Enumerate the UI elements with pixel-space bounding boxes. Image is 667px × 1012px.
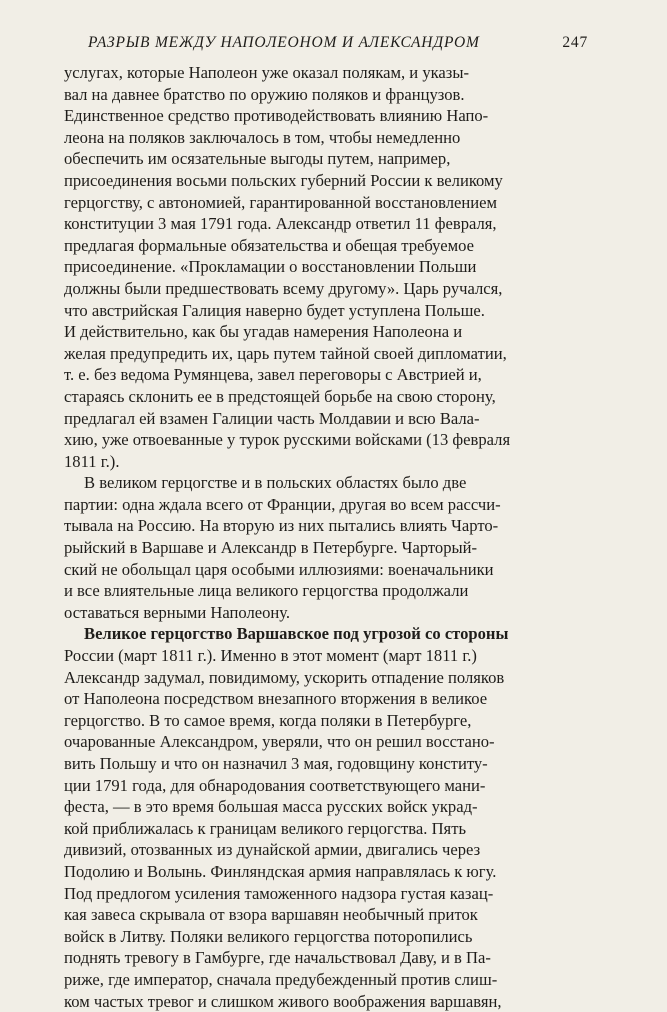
text-line: Единственное средство противодействовать влиянию Напо-	[64, 106, 489, 126]
text-line: стараясь склонить ее в предстоящей борьбе на свою сторону,	[64, 386, 496, 406]
text-line: предлагая формальные обязательства и обещая требуемое	[64, 235, 474, 255]
text-line: ции 1791 года, для обнародования соответствующего мани-	[64, 775, 486, 795]
header-title: РАЗРЫВ МЕЖДУ НАПОЛЕОНОМ И АЛЕКСАНДРОМ	[88, 34, 480, 51]
text-line: хию, уже отвоеванные у турок русскими войсками (13 февраля	[64, 430, 511, 450]
text-line: риже, где император, сначала предубежденный против слиш-	[64, 969, 498, 989]
text-line: И действительно, как бы угадав намерения Наполеона и	[64, 322, 463, 342]
text-line: очарованные Александром, уверяли, что он решил восстано-	[64, 732, 495, 752]
text-line: дивизий, отозванных из дунайской армии, двигались через	[64, 840, 481, 860]
text-line: вить Польшу и что он назначил 3 мая, годовщину конститу-	[64, 754, 488, 773]
text-line: ком частых тревог и слишком живого воображения варшавян,	[64, 991, 502, 1011]
text-line: 1811 г.).	[64, 451, 120, 471]
text-line: войск в Литву. Поляки великого герцогства поторопились	[64, 926, 473, 946]
text-line: должны были предшествовать всему другому». Царь ручался,	[64, 278, 503, 298]
text-line: Подолию и Волынь. Финляндская армия направлялась к югу.	[64, 861, 497, 881]
text-line: поднять тревогу в Гамбурге, где начальствовал Даву, и в Па-	[64, 948, 491, 968]
text-line: предлагал ей взамен Галиции часть Молдавии и всю Вала-	[64, 408, 480, 428]
text-line: присоединения восьми польских губерний России к великому	[64, 170, 503, 190]
page-number: 247	[562, 34, 588, 51]
text-line: услугах, которые Наполеон уже оказал полякам, и указы-	[64, 63, 470, 82]
text-line: т. е. без ведома Румянцева, завел переговоры с Австрией и,	[64, 365, 482, 385]
paragraph-start-line: В великом герцогстве и в польских областях было две	[84, 473, 467, 493]
running-header	[88, 34, 588, 58]
text-line: ский не обольщал царя особыми иллюзиями: военачальники	[64, 559, 494, 579]
text-line: конституции 3 мая 1791 года. Александр ответил 11 февраля,	[64, 214, 497, 234]
text-line: России (март 1811 г.). Именно в этот момент (март 1811 г.)	[64, 646, 477, 666]
text-line: присоединение. «Прокламации о восстановлении Польши	[64, 257, 477, 277]
text-line: желая предупредить их, царь путем тайной своей дипломатии,	[64, 343, 507, 363]
text-line: Александр задумал, повидимому, ускорить отпадение поляков	[64, 667, 505, 687]
body-text	[64, 62, 584, 1012]
text-line: от Наполеона посредством внезапного вторжения в великое	[64, 689, 488, 709]
text-line: кая завеса скрывала от взора варшавян необычный приток	[64, 905, 478, 925]
text-line: оставаться верными Наполеону.	[64, 602, 291, 622]
text-line: герцогству, с автономией, гарантированной восстановлением	[64, 192, 498, 212]
text-line: кой приближалась к границам великого герцогства. Пять	[64, 818, 467, 838]
text-line: вал на давнее братство по оружию поляков и французов.	[64, 84, 465, 104]
text-line: партии: одна ждала всего от Франции, другая во всем рассчи-	[64, 494, 501, 514]
text-line: что австрийская Галиция наверно будет уступлена Польше.	[64, 300, 485, 320]
text-line: обеспечить им осязательные выгоды путем, например,	[64, 149, 451, 169]
text-line: герцогство. В то самое время, когда поляки в Петербурге,	[64, 710, 472, 730]
text-line: Под предлогом усиления таможенного надзора густая казац-	[64, 883, 494, 903]
text-line: и все влиятельные лица великого герцогства продолжали	[64, 581, 469, 601]
text-line: леона на поляков заключалось в том, чтобы немедленно	[64, 127, 461, 147]
text-line: тывала на Россию. На вторую из них пытались влиять Чарто-	[64, 516, 499, 536]
text-line: рыйский в Варшаве и Александр в Петербурге. Чарторый-	[64, 538, 478, 558]
text-line: феста, — в это время большая масса русских войск украд-	[64, 797, 478, 817]
section-heading-line: Великое герцогство Варшавское под угрозой со стороны	[84, 624, 509, 644]
